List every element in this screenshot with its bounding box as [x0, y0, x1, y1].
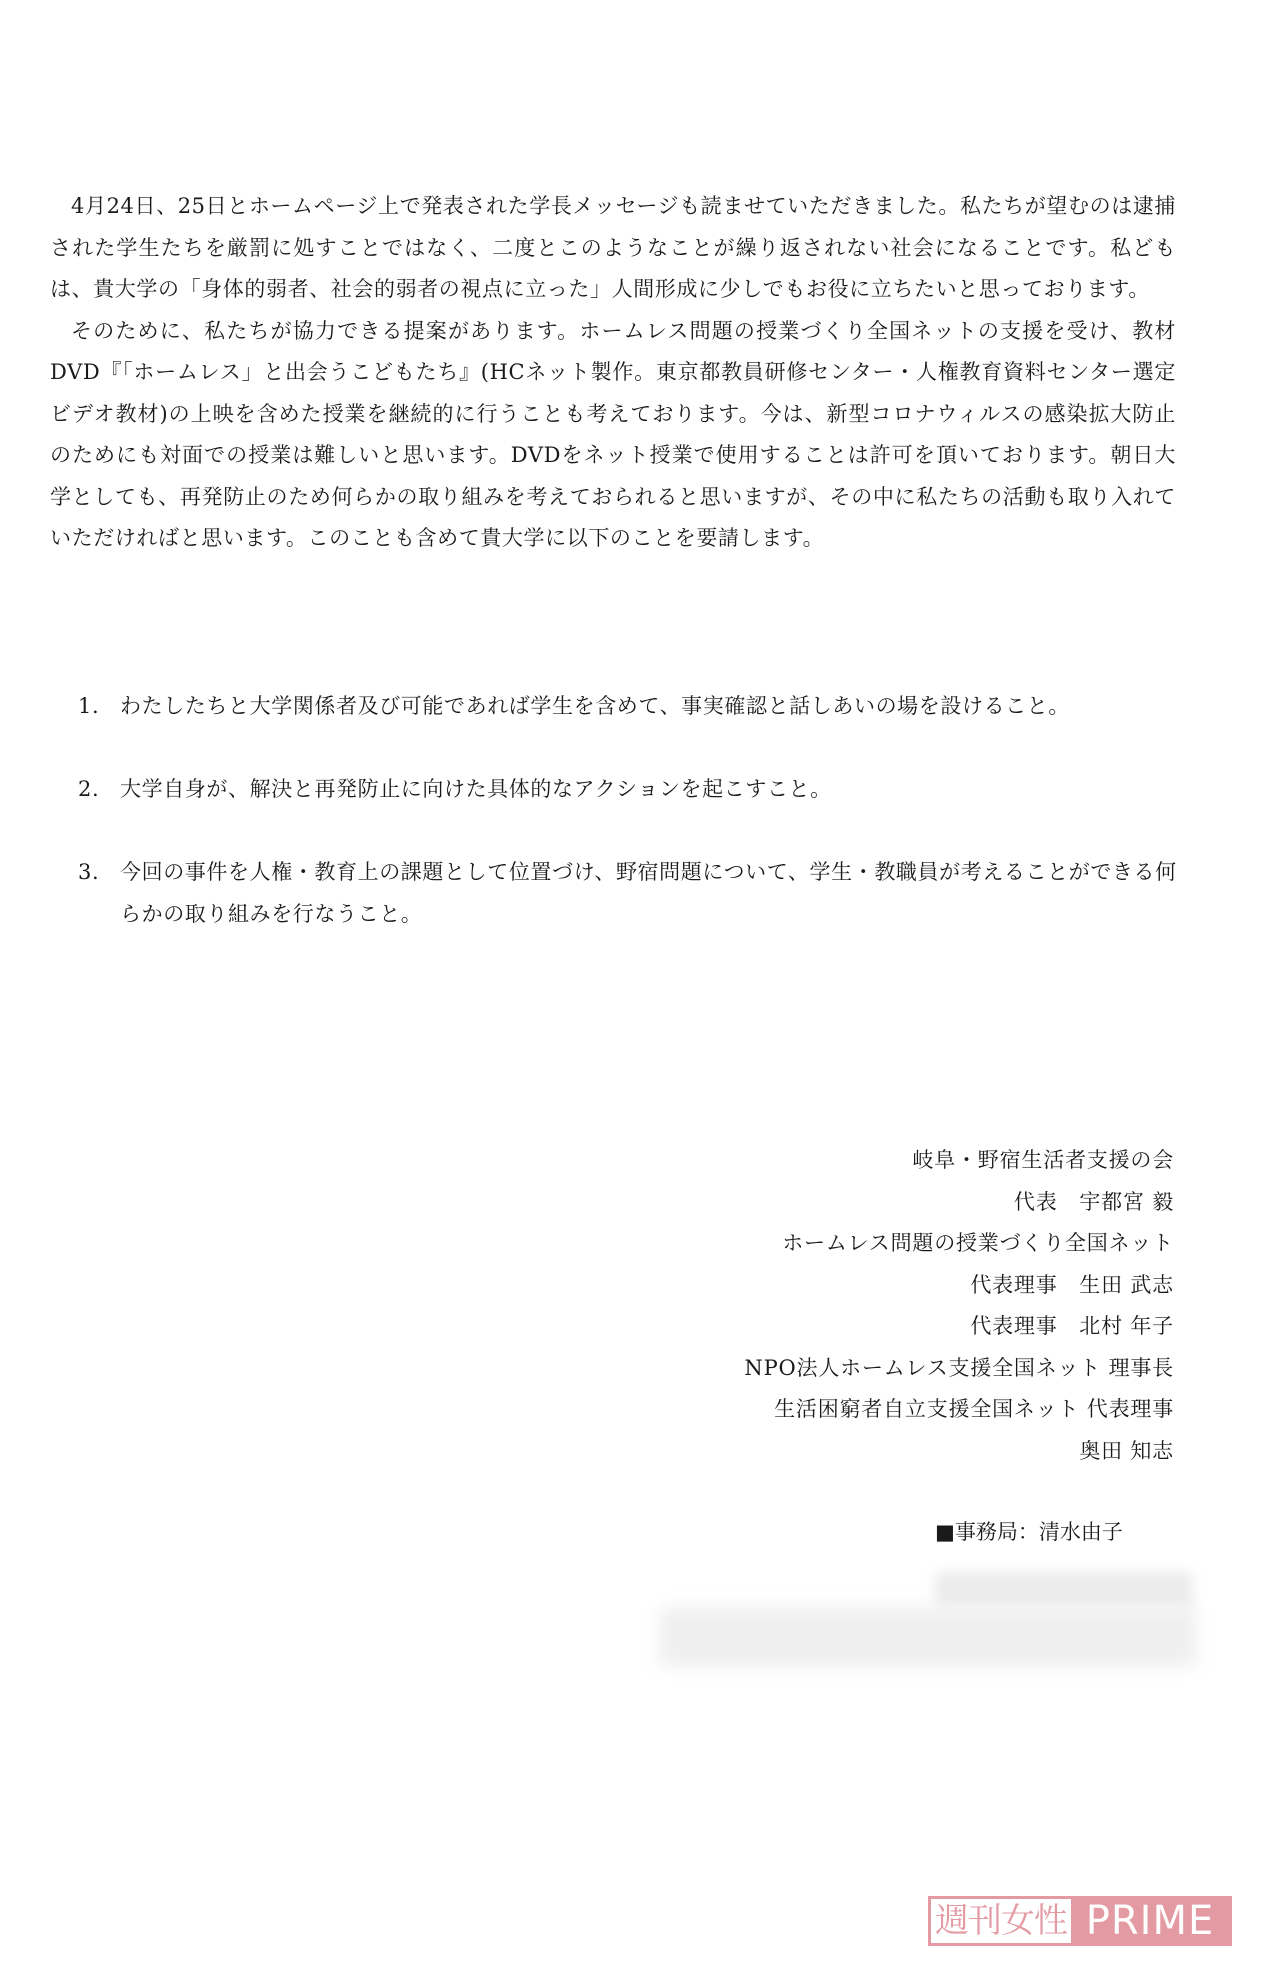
request-text: 大学自身が、解決と再発防止に向けた具体的なアクションを起こすこと。	[120, 777, 832, 801]
request-text: 今回の事件を人権・教育上の課題として位置づけ、野宿問題について、学生・教職員が考えることができる何らかの取り組みを行なうこと。	[120, 860, 1177, 926]
paragraph-president-message: 4月24日、25日とホームページ上で発表された学長メッセージも読ませていただきました。私たちが望むのは逮捕された学生たちを厳罰に処すことではなく、二度とこのようなことが繰り返されない社会になることです。私どもは、貴大学の「身体的弱者、社会的弱者の視点に立った」人間形成に少しでもお役に立ちたいと思っております。	[50, 194, 1176, 301]
signature-org-support-net: 生活困窮者自立支援全国ネット 代表理事	[774, 1397, 1174, 1421]
signature-director: 代表理事 北村 年子	[970, 1314, 1174, 1338]
request-number: 1.	[78, 694, 100, 718]
redacted-contact-blur	[935, 1572, 1193, 1608]
request-text: わたしたちと大学関係者及び可能であれば学生を含めて、事実確認と話しあいの場を設けること。	[120, 694, 1070, 718]
request-number: 3.	[78, 860, 100, 884]
signature-block	[744, 1140, 1174, 1472]
letter-body	[50, 186, 1176, 560]
signature-org-hc-net: ホームレス問題の授業づくり全国ネット	[782, 1231, 1174, 1255]
signature-representative: 代表 宇都宮 毅	[1013, 1189, 1174, 1214]
request-list	[78, 686, 1178, 977]
signature-name: 奥田 知志	[1079, 1438, 1174, 1463]
request-item	[78, 852, 1178, 935]
signature-director: 代表理事 生田 武志	[970, 1272, 1174, 1297]
signature-org-npo: NPO法人ホームレス支援全国ネット 理事長	[744, 1355, 1174, 1380]
office-contact: ■事務局：清水由子	[935, 1520, 1123, 1544]
request-item	[78, 686, 1178, 728]
logo-jp-text: 週刊女性	[931, 1899, 1071, 1943]
request-number: 2.	[78, 777, 100, 801]
redacted-contact-blur	[660, 1608, 1196, 1666]
request-item	[78, 769, 1178, 811]
logo-en-text: PRIME	[1071, 1899, 1229, 1943]
publication-watermark-logo	[928, 1896, 1232, 1946]
paragraph-proposal: そのために、私たちが協力できる提案があります。ホームレス問題の授業づくり全国ネットの支援を受け、教材DVD『「ホームレス」と出会うこどもたち』(HCネット製作。東京都教員研修センター・人権教育資料センター選定ビデオ教材)の上映を含めた授業を継続的に行うことも考えております。今は、新型コロナウィルスの感染拡大防止のためにも対面での授業は難しいと思います。DVDをネット授業で使用することは許可を頂いております。朝日大学としても、再発防止のため何らかの取り組みを考えておられると思いますが、その中に私たちの活動も取り入れていただければと思います。このことも含めて貴大学に以下のことを要請します。	[50, 318, 1176, 550]
signature-org-gifu: 岐阜・野宿生活者支援の会	[912, 1148, 1174, 1172]
